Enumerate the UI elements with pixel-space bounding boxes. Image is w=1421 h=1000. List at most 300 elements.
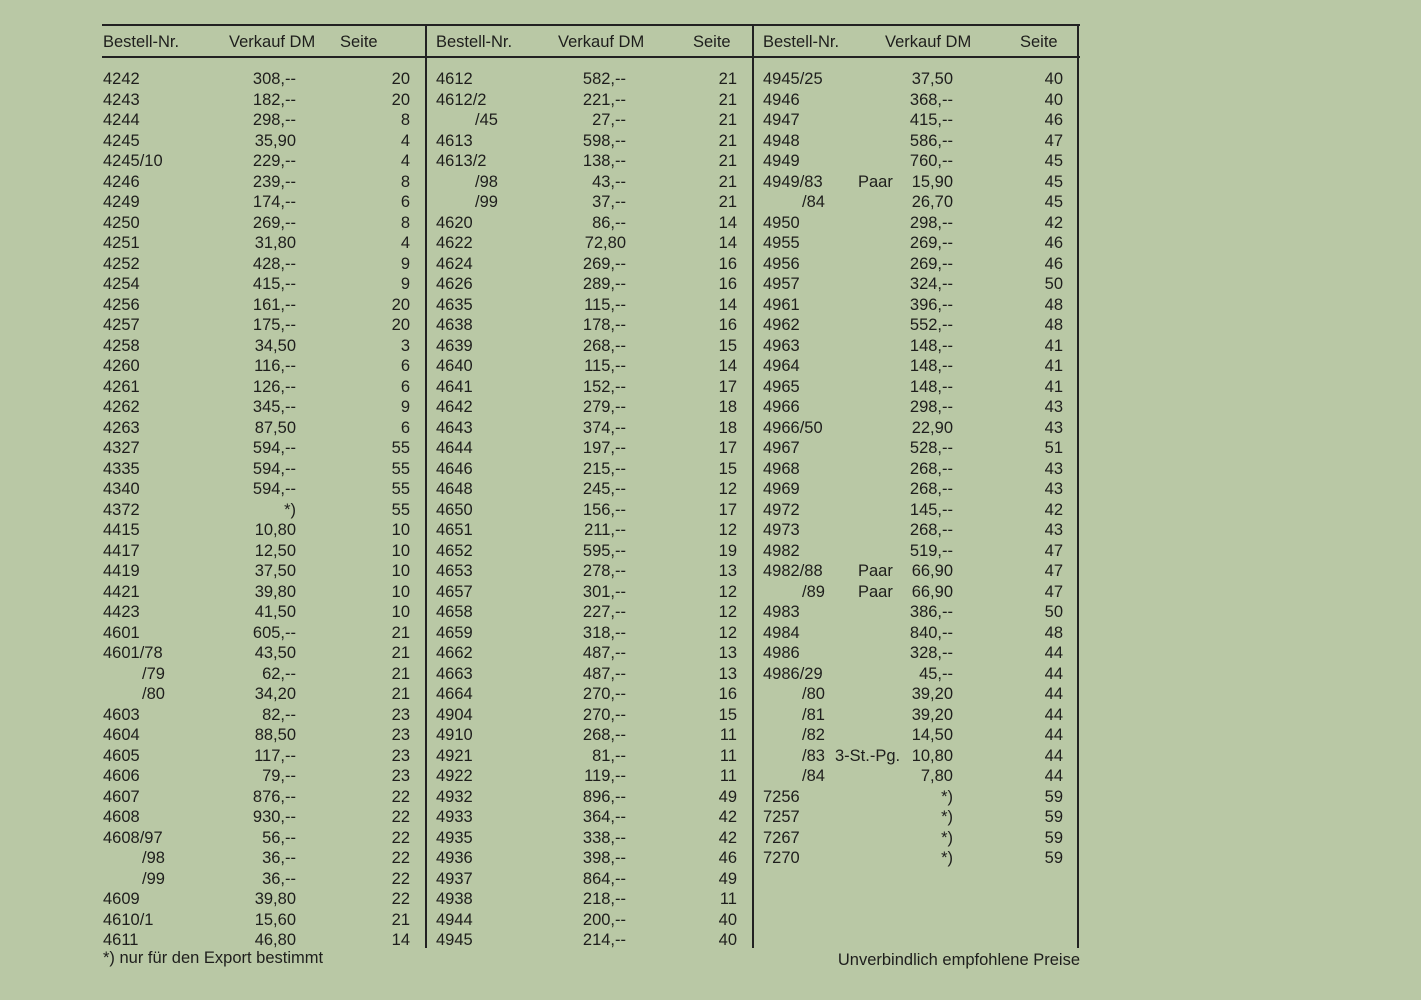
price: 72,80	[584, 234, 626, 252]
page-number: 43	[1044, 398, 1063, 416]
order-number: 4961	[763, 295, 800, 314]
page-number: 48	[1044, 316, 1063, 334]
order-number: 4910	[436, 726, 473, 744]
order-number: 4966/50	[763, 418, 823, 437]
order-number: 4244	[103, 111, 140, 129]
price: 318,--	[582, 623, 626, 642]
order-number: 7257	[763, 808, 800, 826]
page-number: 12	[718, 623, 737, 642]
page-number: 44	[1044, 767, 1063, 785]
table-row	[435, 315, 752, 336]
table-row	[762, 172, 1077, 193]
order-number: 4963	[763, 336, 800, 355]
table-row	[102, 377, 425, 398]
table-row	[435, 561, 752, 582]
page-number: 22	[391, 869, 410, 888]
table-row	[102, 910, 425, 931]
order-number: 4612/2	[436, 90, 487, 109]
order-number: 4260	[103, 357, 140, 375]
page-number: 14	[718, 234, 737, 252]
table-row	[762, 377, 1077, 398]
price: 415,--	[252, 275, 296, 293]
order-number: 4658	[436, 603, 473, 621]
package-note: Paar	[858, 562, 893, 580]
table-row	[102, 315, 425, 336]
order-number: 7270	[763, 849, 800, 867]
table-row	[435, 848, 752, 869]
page-number: 11	[719, 767, 737, 785]
table-row	[762, 459, 1077, 480]
table-row	[762, 500, 1077, 521]
price: *)	[941, 808, 953, 826]
table-row	[435, 869, 752, 890]
order-number: 4957	[763, 275, 800, 293]
page-number: 10	[391, 582, 410, 601]
price: 117,--	[254, 746, 296, 765]
page-number: 21	[391, 644, 410, 662]
table-row	[435, 541, 752, 562]
table-row	[435, 69, 752, 90]
page-number: 48	[1044, 623, 1063, 642]
table-row	[435, 582, 752, 603]
price: 39,20	[911, 685, 953, 703]
table-row	[435, 766, 752, 787]
page-number: 22	[391, 849, 410, 867]
price: 88,50	[254, 726, 296, 744]
rows	[435, 69, 752, 951]
price: 594,--	[252, 439, 296, 457]
price: 14,50	[911, 726, 953, 744]
table-row	[762, 356, 1077, 377]
page-number: 44	[1044, 644, 1063, 662]
table-row	[435, 418, 752, 439]
table-row	[435, 684, 752, 705]
page-number: 48	[1044, 295, 1063, 314]
table-column-2	[435, 26, 752, 951]
price: 36,--	[262, 849, 296, 867]
order-number: 4986	[763, 644, 800, 662]
price: 37,50	[911, 70, 953, 88]
page-number: 23	[391, 767, 410, 785]
price: 39,80	[254, 582, 296, 601]
price: 10,80	[254, 521, 296, 539]
price: 15,90	[911, 172, 953, 191]
table-column-3	[762, 26, 1077, 869]
header-order-no: Bestell-Nr.	[103, 33, 180, 51]
table-row	[102, 213, 425, 234]
order-number: 4972	[763, 500, 800, 519]
order-number: /99	[475, 193, 498, 211]
table-row	[435, 254, 752, 275]
price: 148,--	[909, 377, 953, 396]
page-number: 21	[718, 172, 737, 191]
table-row	[102, 869, 425, 890]
order-number: 4419	[103, 562, 140, 580]
order-number: 4262	[103, 398, 140, 416]
price: 594,--	[252, 480, 296, 498]
table-row	[762, 90, 1077, 111]
table-row	[102, 541, 425, 562]
page-number: 14	[718, 213, 737, 232]
order-number: 4973	[763, 521, 800, 539]
order-number: 4949	[763, 152, 800, 170]
price: 428,--	[252, 254, 296, 273]
price: 41,50	[254, 603, 296, 621]
order-number: 4421	[103, 582, 140, 601]
order-number: 4659	[436, 623, 473, 642]
price: 82,--	[262, 705, 296, 724]
page-number: 49	[718, 869, 737, 888]
order-number: 4243	[103, 90, 140, 109]
page-number: 44	[1044, 726, 1063, 744]
page-number: 14	[718, 295, 737, 314]
page-number: 14	[718, 357, 737, 375]
page-number: 47	[1044, 562, 1063, 580]
table-row	[102, 643, 425, 664]
page-number: 11	[719, 890, 737, 908]
order-number: 4969	[763, 480, 800, 498]
page-number: 40	[718, 910, 737, 929]
order-number: 4254	[103, 275, 140, 293]
page-number: 21	[391, 623, 410, 642]
price: 269,--	[252, 213, 296, 232]
price: 119,--	[584, 767, 626, 785]
table-row	[102, 110, 425, 131]
package-note: Paar	[858, 172, 893, 191]
order-number: 4417	[103, 541, 140, 560]
page-number: 43	[1044, 459, 1063, 478]
table-row	[435, 705, 752, 726]
price: 301,--	[582, 582, 626, 601]
order-number: /98	[475, 172, 498, 191]
page-number: 13	[718, 644, 737, 662]
table-row	[102, 623, 425, 644]
table-row	[102, 356, 425, 377]
price: 43,50	[254, 644, 296, 662]
order-number: 4935	[436, 828, 473, 847]
page-number: 15	[718, 705, 737, 724]
order-number: 4635	[436, 295, 473, 314]
page-number: 45	[1044, 193, 1063, 211]
table-row	[102, 520, 425, 541]
order-number: 4922	[436, 767, 473, 785]
price: 594,--	[252, 459, 296, 478]
table-row	[762, 69, 1077, 90]
price: 268,--	[909, 480, 953, 498]
page-number: 16	[718, 275, 737, 293]
order-number: 4986/29	[763, 664, 823, 683]
price: 200,--	[582, 910, 626, 929]
table-row	[102, 684, 425, 705]
price: 39,20	[911, 705, 953, 724]
page-number: 8	[400, 111, 410, 129]
table-row	[435, 459, 752, 480]
table-row	[762, 705, 1077, 726]
price: 86,--	[592, 213, 626, 232]
price: 138,--	[582, 152, 626, 170]
price: 62,--	[262, 664, 296, 683]
table-row	[102, 807, 425, 828]
table-row	[762, 397, 1077, 418]
table-row	[102, 397, 425, 418]
page-number: 43	[1044, 521, 1063, 539]
table-row	[762, 520, 1077, 541]
order-number: 4606	[103, 767, 140, 785]
order-number: 4664	[436, 685, 473, 703]
page-number: 4	[400, 131, 410, 150]
price: 15,60	[254, 910, 296, 929]
page-number: 22	[391, 828, 410, 847]
price: 239,--	[252, 172, 296, 191]
price: 298,--	[909, 398, 953, 416]
order-number: 4646	[436, 459, 473, 478]
page-number: 50	[1044, 603, 1063, 621]
price: 36,--	[262, 869, 296, 888]
order-number: 4643	[436, 418, 473, 437]
table-row	[762, 684, 1077, 705]
page-number: 59	[1044, 787, 1063, 806]
order-number: 4250	[103, 213, 140, 232]
page-number: 46	[1044, 234, 1063, 252]
table-row	[102, 438, 425, 459]
order-number: /79	[142, 664, 165, 683]
price: 27,--	[592, 111, 626, 129]
page-number: 42	[1044, 500, 1063, 519]
table-row	[762, 131, 1077, 152]
order-number: 4642	[436, 398, 473, 416]
table-row	[435, 336, 752, 357]
price: 308,--	[252, 70, 296, 88]
page-number: 18	[718, 398, 737, 416]
page-number: 16	[718, 316, 737, 334]
table-row	[435, 930, 752, 951]
page-number: 10	[391, 521, 410, 539]
table-row	[435, 377, 752, 398]
price: 598,--	[582, 131, 626, 150]
price: 279,--	[582, 398, 626, 416]
price: 81,--	[592, 746, 626, 765]
order-number: 4938	[436, 890, 473, 908]
order-number: 4962	[763, 316, 800, 334]
price: 148,--	[909, 357, 953, 375]
order-number: 4946	[763, 90, 800, 109]
header-order-no: Bestell-Nr.	[436, 33, 513, 51]
page-number: 23	[391, 705, 410, 724]
price: 46,80	[254, 931, 296, 949]
order-number: 4340	[103, 480, 140, 498]
price: 760,--	[909, 152, 953, 170]
price: 528,--	[909, 439, 953, 457]
order-number: 4612	[436, 70, 473, 88]
order-number: 4372	[103, 500, 140, 519]
order-number: 4983	[763, 603, 800, 621]
page-number: 6	[400, 357, 410, 375]
order-number: 4945	[436, 931, 473, 949]
table-row	[102, 889, 425, 910]
price: 278,--	[582, 562, 626, 580]
page-number: 21	[391, 685, 410, 703]
page-number: 17	[718, 377, 737, 396]
order-number: 4639	[436, 336, 473, 355]
price: 182,--	[252, 90, 296, 109]
order-number: /84	[802, 767, 825, 785]
page-number: 23	[391, 726, 410, 744]
order-number: /80	[802, 685, 825, 703]
order-number: 4644	[436, 439, 473, 457]
table-row	[102, 233, 425, 254]
table-row	[435, 438, 752, 459]
table-row	[435, 889, 752, 910]
table-row	[102, 664, 425, 685]
page-number: 51	[1044, 439, 1063, 457]
price: 66,90	[911, 562, 953, 580]
price: 386,--	[909, 603, 953, 621]
table-row	[102, 69, 425, 90]
table-row	[762, 807, 1077, 828]
price: 552,--	[909, 316, 953, 334]
price: 79,--	[262, 767, 296, 785]
page-number: 12	[718, 582, 737, 601]
page-number: 6	[400, 377, 410, 396]
order-number: 4982/88	[763, 562, 823, 580]
table-row	[102, 582, 425, 603]
order-number: 4653	[436, 562, 473, 580]
table-row	[762, 848, 1077, 869]
package-note: Paar	[858, 582, 893, 601]
price: *)	[941, 849, 953, 867]
page-number: 8	[400, 172, 410, 191]
order-number: /98	[142, 849, 165, 867]
page-number: 47	[1044, 131, 1063, 150]
price: 174,--	[252, 193, 296, 211]
page-number: 18	[718, 418, 737, 437]
price: 178,--	[582, 316, 626, 334]
table-row	[102, 500, 425, 521]
page-number: 50	[1044, 275, 1063, 293]
price: 22,90	[911, 418, 953, 437]
price: 152,--	[582, 377, 626, 396]
page-number: 12	[718, 480, 737, 498]
column-header	[762, 26, 1077, 58]
table-row	[762, 418, 1077, 439]
order-number: 4610/1	[103, 910, 154, 929]
order-number: 4955	[763, 234, 800, 252]
table-row	[102, 295, 425, 316]
table-row	[762, 479, 1077, 500]
table-row	[762, 192, 1077, 213]
table-row	[435, 172, 752, 193]
table-row	[435, 623, 752, 644]
page-number: 11	[719, 726, 737, 744]
table-row	[435, 213, 752, 234]
price: 115,--	[584, 357, 626, 375]
price: *)	[284, 500, 296, 519]
order-number: 4982	[763, 541, 800, 560]
order-number: 4613	[436, 131, 473, 150]
page-number: 13	[718, 664, 737, 683]
page-number: 3	[400, 336, 410, 355]
header-page: Seite	[340, 33, 378, 51]
order-number: 4609	[103, 890, 140, 908]
page-number: 44	[1044, 746, 1063, 765]
page-number: 15	[718, 459, 737, 478]
order-number: 4638	[436, 316, 473, 334]
table-row	[435, 725, 752, 746]
page-number: 20	[391, 70, 410, 88]
page-number: 49	[718, 787, 737, 806]
price: 374,--	[582, 418, 626, 437]
order-number: 4652	[436, 541, 473, 560]
order-number: 4257	[103, 316, 140, 334]
page-number: 4	[400, 234, 410, 252]
footnote: *) nur für den Export bestimmt	[103, 949, 324, 967]
page-number: 17	[718, 500, 737, 519]
price: 487,--	[582, 664, 626, 683]
page-number: 13	[718, 562, 737, 580]
table-row	[102, 930, 425, 951]
page-number: 10	[391, 603, 410, 621]
page-number: 42	[1044, 213, 1063, 232]
order-number: 4984	[763, 623, 800, 642]
price: 197,--	[582, 439, 626, 457]
order-number: /83	[802, 746, 825, 765]
page-number: 12	[718, 521, 737, 539]
table-row	[762, 233, 1077, 254]
order-number: 4956	[763, 254, 800, 273]
page-number: 59	[1044, 808, 1063, 826]
table-row	[102, 828, 425, 849]
price: 56,--	[262, 828, 296, 847]
order-number: /80	[142, 685, 165, 703]
page-number: 9	[400, 275, 410, 293]
order-number: 4622	[436, 234, 473, 252]
table-row	[102, 254, 425, 275]
table-row	[435, 500, 752, 521]
price: 289,--	[582, 275, 626, 293]
table-row	[102, 725, 425, 746]
order-number: /89	[802, 582, 825, 601]
price: 43,--	[592, 172, 626, 191]
table-row	[435, 295, 752, 316]
table-row	[102, 459, 425, 480]
page-number: 22	[391, 808, 410, 826]
page-number: 10	[391, 562, 410, 580]
page-number: 41	[1044, 336, 1063, 355]
price: 269,--	[582, 254, 626, 273]
page-number: 16	[718, 685, 737, 703]
price: 270,--	[582, 685, 626, 703]
order-number: 4415	[103, 521, 140, 539]
order-number: 4601	[103, 623, 140, 642]
price: 298,--	[909, 213, 953, 232]
order-number: 4611	[103, 931, 139, 949]
order-number: 4640	[436, 357, 473, 375]
column-divider	[425, 26, 427, 948]
table-row	[762, 151, 1077, 172]
order-number: 4626	[436, 275, 473, 293]
table-row	[435, 90, 752, 111]
table-row	[435, 643, 752, 664]
table-row	[762, 643, 1077, 664]
page-number: 12	[718, 603, 737, 621]
page-number: 19	[718, 541, 737, 560]
table-row	[762, 336, 1077, 357]
price: 269,--	[909, 234, 953, 252]
table-row	[435, 192, 752, 213]
page-number: 22	[391, 787, 410, 806]
page-number: 16	[718, 254, 737, 273]
table-row	[435, 233, 752, 254]
